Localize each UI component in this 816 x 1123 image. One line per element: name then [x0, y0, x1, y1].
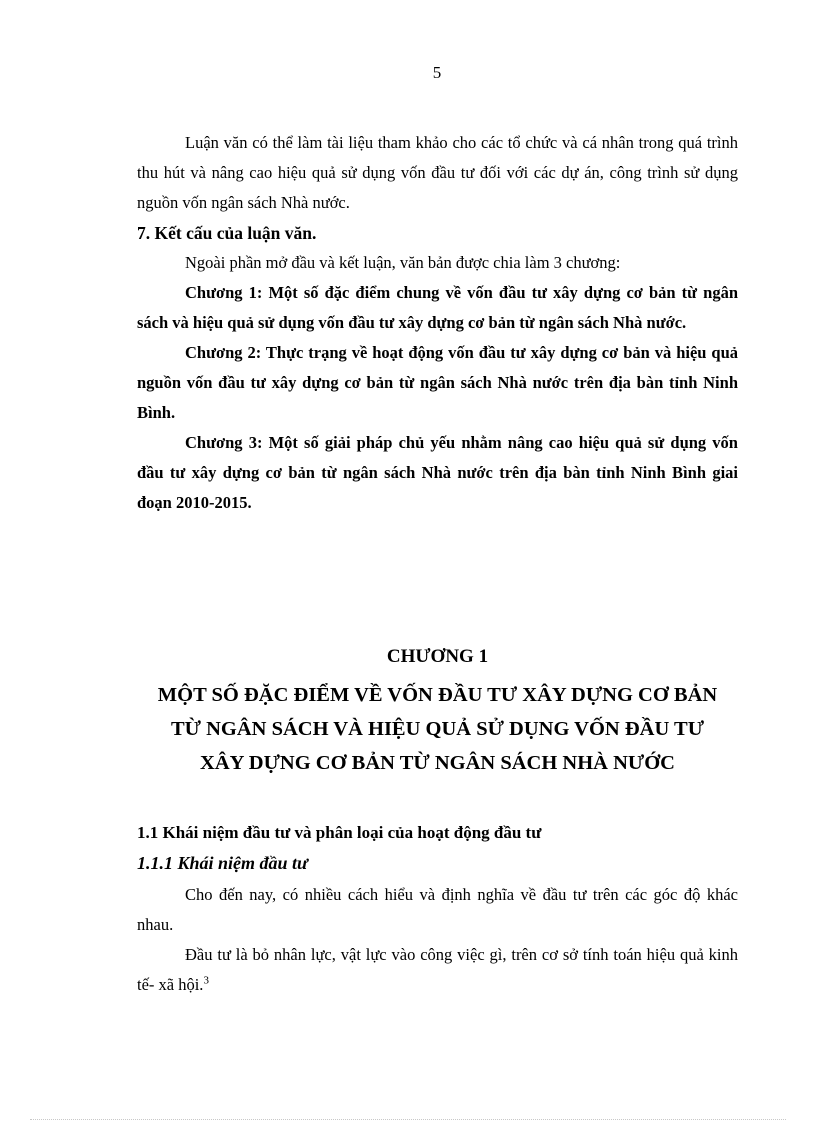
section-1-1-1-heading: 1.1.1 Khái niệm đầu tư [137, 853, 308, 873]
definition-paragraph [137, 940, 738, 1000]
upper-body [137, 128, 738, 518]
chapter-title-line-3: XÂY DỰNG CƠ BẢN TỪ NGÂN SÁCH NHÀ NƯỚC [200, 752, 675, 774]
page-bottom-divider [30, 1119, 786, 1120]
section-1-1-block [137, 818, 738, 1000]
chapter-title-line-1: MỘT SỐ ĐẶC ĐIỂM VỀ VỐN ĐẦU TƯ XÂY DỰNG CƠ BẢN [157, 684, 718, 706]
chapter-title-line-2: TỪ NGÂN SÁCH VÀ HIỆU QUẢ SỬ DỤNG VỐN ĐẦU TƯ [170, 718, 705, 740]
chapter-heading-block [137, 640, 738, 780]
footnote-reference[interactable]: 3 [203, 974, 209, 987]
chapter-label: CHƯƠNG 1 [386, 646, 489, 667]
chapter-1-summary: Chương 1: Một số đặc điểm chung về vốn đầu tư xây dựng cơ bản từ ngân sách và hiệu quả sử dụng vốn đầu tư xây dựng cơ bản từ ngân sách Nhà nước. [137, 283, 738, 332]
chapter-2-summary: Chương 2: Thực trạng về hoạt động vốn đầu tư xây dựng cơ bản và hiệu quả nguồn vốn đầu tư xây dựng cơ bản từ ngân sách Nhà nước trên địa bàn tỉnh Ninh Bình. [137, 343, 738, 422]
definition-intro-paragraph: Cho đến nay, có nhiều cách hiểu và định nghĩa về đầu tư trên các góc độ khác nhau. [137, 885, 738, 934]
intro-paragraph: Luận văn có thể làm tài liệu tham khảo cho các tổ chức và cá nhân trong quá trình thu hút và nâng cao hiệu quả sử dụng vốn đầu tư đối với các dự án, công trình sử dụng nguồn vốn ngân sách Nhà nước. [137, 133, 738, 212]
definition-text: Đầu tư là bỏ nhân lực, vật lực vào công việc gì, trên cơ sở tính toán hiệu quả kinh tế- xã hội. [137, 945, 738, 994]
page-number: 5 [432, 63, 442, 82]
chapter-3-summary: Chương 3: Một số giải pháp chủ yếu nhằm nâng cao hiệu quả sử dụng vốn đầu tư xây dựng cơ bản từ ngân sách Nhà nước trên địa bàn tỉnh Ninh Bình giai đoạn 2010-2015. [137, 433, 738, 512]
structure-lead-paragraph: Ngoài phần mở đầu và kết luận, văn bản được chia làm 3 chương: [185, 253, 621, 272]
section-1-1-heading: 1.1 Khái niệm đầu tư và phân loại của hoạt động đầu tư [137, 823, 542, 842]
chapter-title [137, 678, 738, 780]
section-7-heading: 7. Kết cấu của luận văn. [137, 223, 317, 243]
